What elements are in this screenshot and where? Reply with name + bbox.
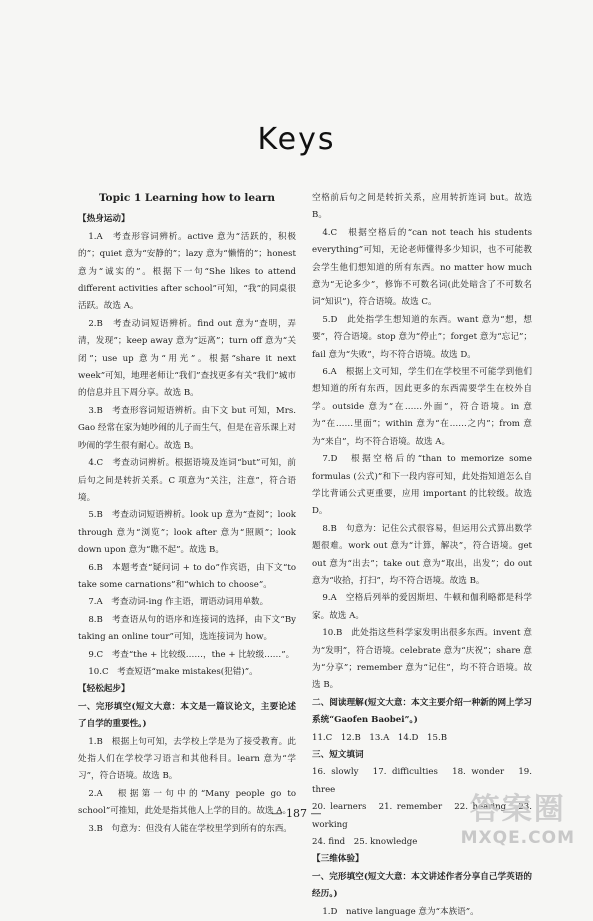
answer-paragraph: 20. learners 21. remember 22. hearing 23. working [312,802,532,830]
answer-paragraph: 9.C 考查“the + 比较级……，the + 比较级……”。 [88,649,295,660]
watermark-url: MXQE.COM [460,828,575,848]
section-heading: 一、完形填空(短文大意：本文讲述作者分享自己学英语的经历。) [312,871,532,900]
page-title: Keys [257,122,336,157]
answer-paragraph: 1.B 根据上句可知，去学校上学是为了接受教育。此处指人们在学校学习语言和其他科目。learn 意为“学习”，符合语境。故选 B。 [78,736,296,782]
answer-paragraph: 9.A 空格后列举的爱因斯坦、牛顿和伽利略都是科学家。故选 A。 [312,593,532,621]
answer-paragraph: 3.B 考查形容词短语辨析。由下文 but 可知，Mrs. Gao 经常在家为她吵闹的儿子而生气，但是在音乐课上对吵闹的学生很有耐心。故选 B。 [78,405,296,451]
answer-paragraph: 6.B 本题考查“疑问词 + to do”作宾语，由下文“to take some carnations”和“which to choose”。 [78,562,296,590]
answer-paragraph: 5.D 此处指学生想知道的东西。want 意为“想，想要”，符合语境。stop 意为“停止”；forget 意为“忘记”；fail 意为“失败”，均不符合语境。故选 D。 [312,314,532,360]
watermark-title: 答案圈 [469,792,566,827]
section-heading: 一、完形填空(短文大意：本文是一篇议论文，主要论述了自学的重要性。) [78,701,296,730]
left-column [78,190,296,838]
answer-paragraph: 5.B 考查动词短语辨析。look up 意为“查阅”；look through 意为“浏览”；look after 意为“照顾”；look down upon 意为“瞧不起”。故选 B。 [78,510,296,556]
answer-paragraph: 1.D native language 意为“本族语”。 [322,906,479,917]
answer-paragraph: 7.A 考查动词-ing 作主语，谓语动词用单数。 [88,597,269,608]
answer-paragraph: 7.D 根据空格后的“than to memorize some formulas (公式)”和下一段内容可知，此处指知道怎么自学比背诵公式更重要，应用 important 的比较级。故选 D。 [312,454,532,517]
answer-paragraph: 6.A 根据上文可知，学生们在学校里不可能学到他们想知道的所有东西，因此更多的东西需要学生在校外自学。outside 意为“在……外面”，符合语境。in 意为“在……里面”；within 意为“在……之内”；from 意为“来自”，均不符合语境。故选 A。 [312,367,532,447]
section-heading: 【三维体验】 [312,854,364,865]
section-heading: 【热身运动】 [78,214,130,225]
answer-paragraph: 8.B 句意为：记住公式很容易，但运用公式算出数学题很难。work out 意为“计算，解决”，符合语境。get out 意为“出去”；take out 意为“取出，出发”；do out 意为“收拾，打扫”，均不符合语境。故选 B。 [312,523,532,586]
answer-paragraph: 1.A 考查形容词辨析。active 意为“活跃的，积极的”；quiet 意为“安静的”；lazy 意为“懒惰的”；honest 意为“诚实的”。根据下一句“She likes to attend different activities after school”可知，“我”的同桌很活跃。故选 A。 [78,231,296,312]
answer-paragraph: 2.A 根据第一句中的“Many people go to school”可推知，此处是指其他人上学的目的。故选 A。 [78,788,296,817]
answer-paragraph: 10.C 考查短语“make mistakes(犯错)”。 [88,666,258,677]
page-number: — 187 — [271,807,322,820]
answer-paragraph: 10.B 此处指这些科学家发明出很多东西。invent 意为“发明”，符合语境。celebrate 意为“庆祝”；share 意为“分享”；remember 意为“记住”，均不符合语境。故选 B。 [312,628,532,691]
answer-paragraph: 24. find 25. knowledge [312,837,418,848]
answer-paragraph: 空格前后句之间是转折关系，应用转折连词 but。故选 B。 [312,193,532,221]
answer-paragraph: 4.C 考查动词辨析。根据语境及连词“but”可知，前后句之间是转折关系。C 项意为“关注，注意”，符合语境。 [78,458,296,503]
answer-paragraph: 2.B 考查动词短语辨析。find out 意为“查明，弄清，发现”；keep away 意为“远离”；turn off 意为“关闭”；use up 意为“用光”。根据“share it next week”可知，地理老师让“我们”查找更多有关“我们”城市的信息并且下周分享。故选 B。 [78,318,296,399]
answer-paragraph: 8.B 考查语从句的语序和连接词的选择，由下文“By taking an online tour”可知，选连接词为 how。 [78,614,296,643]
answer-paragraph: 11.C 12.B 13.A 14.D 15.B [312,732,448,743]
answer-paragraph: 4.C 根据空格后的“can not teach his students everything”可知，无论老师懂得多少知识，也不可能教会学生他们想知道的所有东西。no matter how much 意为“无论多少”，修饰不可数名词(此处暗含了不可数名词“知识”)，符合语境。故选 C。 [312,227,532,308]
section-heading: 三、短文填词 [312,750,364,760]
watermark-logo [461,784,575,848]
left-paragraphs [78,211,296,838]
answer-paragraph: 3.B 句意为：但没有人能在学校里学到所有的东西。 [88,823,292,834]
answer-paragraph: 16. slowly 17. difficulties 18. wonder 19. three [312,767,532,795]
topic-heading: Topic 1 Learning how to learn [98,192,276,204]
section-heading: 二、阅读理解(短文大意：本文主要介绍一种新的网上学习系统“Gaofen Baobei”。) [312,697,532,726]
section-heading: 【轻松起步】 [78,684,130,695]
